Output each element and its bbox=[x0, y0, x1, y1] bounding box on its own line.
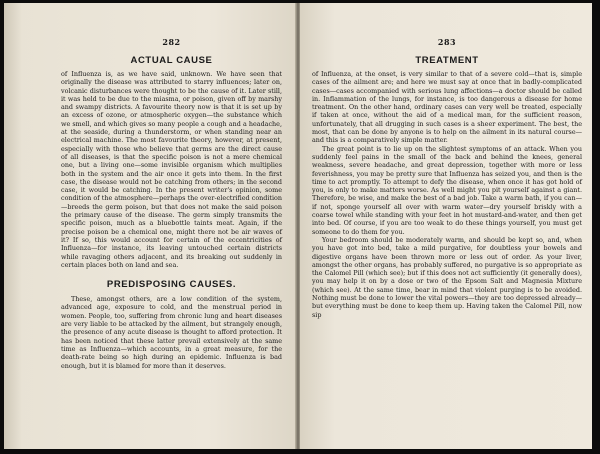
paragraph: of Influenza is, as we have said, unknown. We have seen that originally the disease was attributed to starry influences; later on, volcanic disturbances were thought to be the cause of it. Later still, it was held to be due to the miasma, or poison, given off by marshy and swampy districts. A favourite theory now is that it is set up by an excess of ozone, or atmospheric oxygen—the substance which we smell, and which gives so many people a cough and a headache, at the seaside, during a thunderstorm, or when standing near an electrical machine. The most favourite theory, however, at present, especially with those who believe that germs are the direct cause of all diseases, is that the specific poison is not a mere chemical one, but a living one—some invisible organism which multiplies both in the system and the air once it gets into them. In the first case, the disease would not be catching from others; in the second case, it would be catching. In the present writer's opinion, some condition of the atmosphere—perhaps the over-electrified condition—breeds the germ poison, but that does not make the said poison the primary cause of the disease. The germ simply transmits the specific poison, much as a bluebottle taints meat. Again, if the precise poison be a chemical one, might there not be air waves of it? If so, this would account for certain of the eccentricities of Influenza—for instance, its leaving untouched certain districts while ravaging others adjacent, and its breaking out suddenly in certain places both on land and sea. bbox=[61, 70, 282, 269]
page-number-right: 283 bbox=[437, 37, 457, 47]
left-body-text-2 bbox=[61, 295, 282, 370]
left-page bbox=[4, 3, 296, 449]
right-body-text bbox=[312, 70, 582, 319]
right-page bbox=[300, 3, 592, 449]
paragraph: These, amongst others, are a low condition of the system, advanced age, exposure to cold, and the menstrual period in women. People, too, suffering from chronic lung and heart diseases are very liable to be attacked by the ailment, but strangely enough, the presence of any acute disease is thought to afford protection. It has been noticed that these latter prevail extensively at the same time as Influenza—which accounts, in a great measure, for the death-rate being so high during an epidemic. Influenza is bad enough, but it is blamed for more than it deserves. bbox=[61, 295, 282, 370]
page-edge-shadow bbox=[4, 3, 22, 449]
page-number-left: 282 bbox=[162, 37, 181, 47]
paragraph: The great point is to lie up on the slightest symptoms of an attack. When you suddenly feel pains in the small of the back and behind the knees, general weakness, severe headache, and great depression, together with more or less feverishness, you may be pretty sure that Influenza has seized you, and then is the time to act promptly. To attempt to defy the disease, when once it has got hold of you, is only to make matters worse. As well might you pit yourself against a giant. Therefore, be wise, and make the best of a bad job. Take a warm bath, if you can—if not, sponge yourself all over with warm water—dry yourself briskly with a coarse towel while standing with your feet in hot mustard-and-water, and then get into bed. Of course, if you are too weak to do these things yourself, you must get someone to do them for you. bbox=[312, 144, 582, 236]
left-body-text bbox=[61, 70, 282, 269]
book-spread bbox=[4, 3, 592, 449]
paragraph: of Influenza, at the onset, is very similar to that of a severe cold—that is, simple cases of the ailment are; and here we must say at once that in badly-complicated cases—cases accompanied with serious lung affections—a doctor should be called in. Inflammation of the lungs, for instance, is too dangerous a disease for home treatment. On the other hand, ordinary cases can very well be treated, especially if taken at once, without the aid of a medical man, for the sufficient reason, unfortunately, that all drugging in such cases is a sheer experiment. The best, the most, that can be done by anyone is to help on the ailment in its natural course—and this is a comparatively simple matter. bbox=[312, 70, 582, 145]
heading-predisposing-causes: PREDISPOSING CAUSES. bbox=[106, 279, 237, 291]
heading-actual-cause: ACTUAL CAUSE bbox=[130, 55, 213, 66]
paragraph: Your bedroom should be moderately warm, and should be kept so, and, when you have got into bed, take a mild purgative, for doubtless your bowels and digestive organs have been thrown more or less out of order. As your liver, amongst the other organs, has probably suffered, no purgative is so appropriate as the Calomel Pill (which see); but if this does not act sufficiently (it generally does), you may help it on by a dose or two of the Epsom Salt and Magnesia Mixture (which see). At the same time, bear in mind that violent purging is to be avoided. Nothing must be done to lower the vital powers—they are too depressed already—but everything must be done to keep them up. Having taken the Calomel Pill, now sip bbox=[312, 235, 582, 319]
heading-treatment: TREATMENT bbox=[415, 55, 479, 66]
